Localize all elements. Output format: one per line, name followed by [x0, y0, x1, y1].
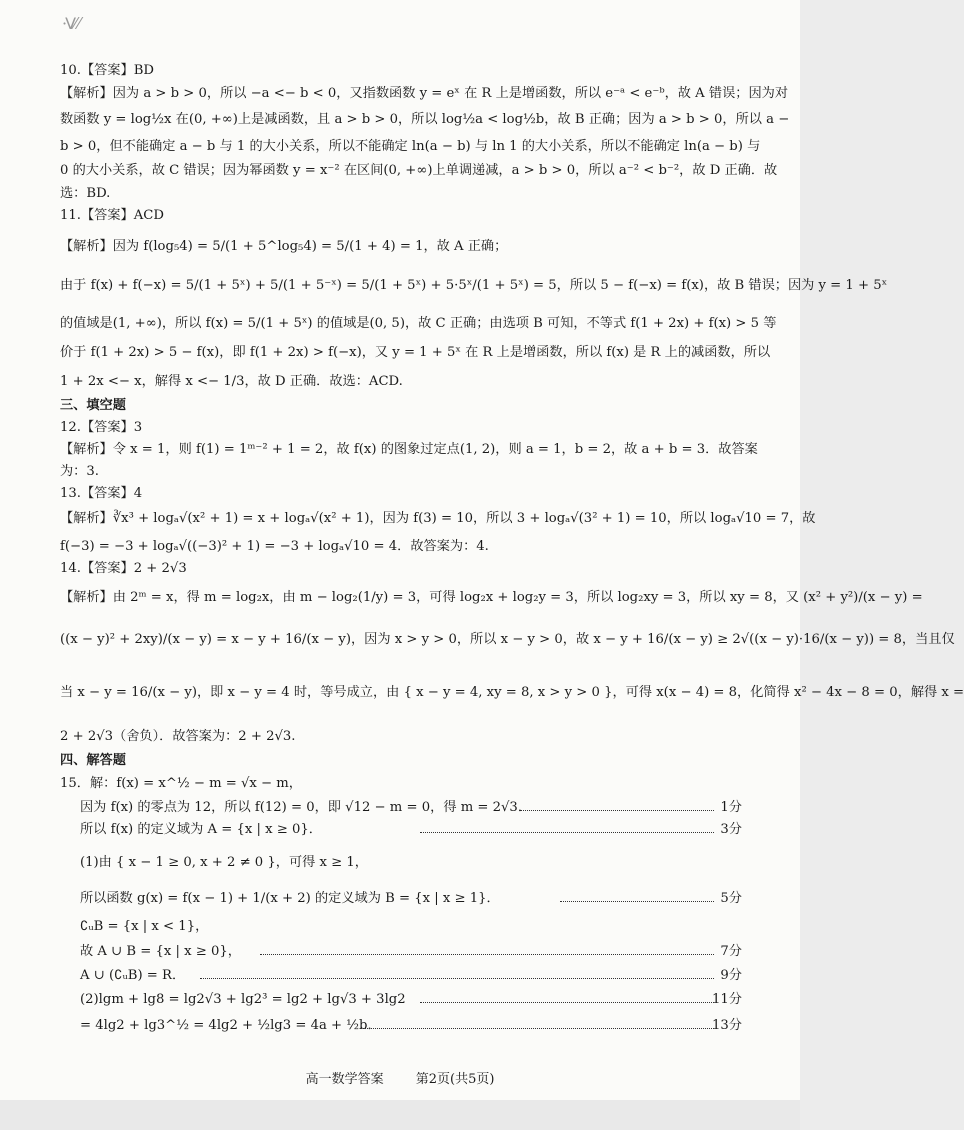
q15-line-6-text: 故 A ∪ B = {x | x ≥ 0}，	[80, 944, 241, 959]
q11-line-2: 由于 f(x) + f(−x) = 5/(1 + 5ˣ) + 5/(1 + 5⁻ˣ) = 5/(1 + 5ˣ) + 5·5ˣ/(1 + 5ˣ) = 5，所以 5 − f(−x) = f(x)，故 B 错误；因为 y = 1 + 5ˣ	[60, 278, 888, 293]
q10-answer: 10.【答案】BD	[60, 63, 154, 78]
watermark-logo	[62, 14, 98, 40]
q12-line-1: 【解析】令 x = 1，则 f(1) = 1ᵐ⁻² + 1 = 2，故 f(x) 的图象过定点(1, 2)，则 a = 1，b = 2，故 a + b = 3．故答案	[60, 442, 758, 457]
q15-score-4: 5分	[720, 891, 742, 906]
q15-line-8	[80, 990, 742, 1010]
q10-line-3: b > 0，但不能确定 a − b 与 1 的大小关系，所以不能确定 ln(a − b) 与 ln 1 的大小关系，所以不能确定 ln(a − b) 与	[60, 139, 761, 154]
q15-line-2	[80, 820, 742, 840]
q15-line-3: (1)由 { x − 1 ≥ 0, x + 2 ≠ 0 }，可得 x ≥ 1，	[80, 855, 368, 870]
q13-line-2: f(−3) = −3 + logₐ√((−3)² + 1) = −3 + logₐ√10 = 4．故答案为：4.	[60, 539, 489, 554]
q15-score-7: 9分	[720, 968, 742, 983]
q15-line-5: ∁ᵤB = {x | x < 1}，	[80, 919, 209, 934]
q10-line-1: 【解析】因为 a > b > 0，所以 −a <− b < 0，又指数函数 y = eˣ 在 R 上是增函数，所以 e⁻ᵃ < e⁻ᵇ，故 A 错误；因为对	[60, 86, 789, 101]
q15-head: 15．解：f(x) = x^½ − m = √x − m，	[60, 776, 302, 791]
q15-line-7	[80, 966, 742, 986]
q12-line-2: 为：3.	[60, 464, 99, 479]
q11-line-4: 价于 f(1 + 2x) > 5 − f(x)，即 f(1 + 2x) > f(−x)，又 y = 1 + 5ˣ 在 R 上是增函数，所以 f(x) 是 R 上的减函数，所以	[60, 345, 771, 360]
bottom-strip	[0, 1100, 800, 1130]
q15-score-1: 1分	[720, 800, 742, 815]
section-fill-in-heading: 三、填空题	[60, 398, 126, 413]
q13-answer: 13.【答案】4	[60, 486, 143, 501]
q15-score-6: 7分	[720, 944, 742, 959]
q12-answer: 12.【答案】3	[60, 420, 143, 435]
q15-line-8-text: (2)lgm + lg8 = lg2√3 + lg2³ = lg2 + lg√3 + 3lg2	[80, 992, 406, 1007]
q11-line-1: 【解析】因为 f(log₅4) = 5/(1 + 5^log₅4) = 5/(1 + 4) = 1，故 A 正确；	[60, 239, 508, 254]
q11-line-5: 1 + 2x <− x，解得 x <− 1/3，故 D 正确．故选：ACD.	[60, 374, 403, 389]
q15-score-8: 11分	[712, 992, 742, 1007]
q15-line-6	[80, 942, 742, 962]
q11-answer: 11.【答案】ACD	[60, 208, 164, 223]
watermark-mark: ·ᐯ⁄ ⁄	[62, 14, 79, 33]
q10-line-5: 选：BD.	[60, 186, 111, 201]
q14-answer: 14.【答案】2 + 2√3	[60, 561, 187, 576]
q15-line-4	[80, 889, 742, 909]
footer-subject: 高一数学答案	[305, 1072, 384, 1087]
q15-line-2-text: 所以 f(x) 的定义域为 A = {x | x ≥ 0}．	[80, 822, 322, 837]
q15-line-1	[80, 798, 742, 818]
q15-line-9-text: = 4lg2 + lg3^½ = 4lg2 + ½lg3 = 4a + ½b．	[80, 1018, 381, 1033]
q15-line-4-text: 所以函数 g(x) = f(x − 1) + 1/(x + 2) 的定义域为 B = {x | x ≥ 1}．	[80, 891, 500, 906]
q14-line-1: 【解析】由 2ᵐ = x，得 m = log₂x，由 m − log₂(1/y) = 3，可得 log₂x + log₂y = 3，所以 log₂xy = 3，所以 xy = 8，又 (x² + y²)/(x − y) =	[60, 590, 923, 605]
footer-page-number: 第2页(共5页)	[415, 1072, 495, 1087]
q14-line-3: 当 x − y = 16/(x − y)，即 x − y = 4 时，等号成立，由 { x − y = 4, xy = 8, x > y > 0 }，可得 x(x − 4) = 8，化简得 x² − 4x − 8 = 0，解得 x =	[60, 685, 964, 700]
q15-line-9	[80, 1016, 742, 1036]
q14-line-2: ((x − y)² + 2xy)/(x − y) = x − y + 16/(x − y)，因为 x > y > 0，所以 x − y > 0，故 x − y + 16/(x − y) ≥ 2√((x − y)·16/(x − y)) = 8，当且仅	[60, 632, 955, 647]
section-solution-heading: 四、解答题	[60, 753, 126, 768]
q10-line-4: 0 的大小关系，故 C 错误；因为幂函数 y = x⁻² 在区间(0, +∞)上单调递减，a > b > 0，所以 a⁻² < b⁻²，故 D 正确．故	[60, 163, 778, 178]
q15-score-9: 13分	[712, 1018, 742, 1033]
q13-line-1: 【解析】∛x³ + logₐ√(x² + 1) = x + logₐ√(x² + 1)，因为 f(3) = 10，所以 3 + logₐ√(3² + 1) = 10，所以 logₐ√10 = 7，故	[60, 511, 816, 526]
q14-line-4: 2 + 2√3（舍负）．故答案为：2 + 2√3.	[60, 729, 296, 744]
q10-line-2: 数函数 y = log½x 在(0, +∞)上是减函数，且 a > b > 0，所以 log½a < log½b，故 B 正确；因为 a > b > 0，所以 a −	[60, 112, 790, 127]
q15-score-2: 3分	[720, 822, 742, 837]
q15-line-7-text: A ∪ (∁ᵤB) = R．	[80, 968, 186, 983]
page-footer	[0, 1068, 800, 1087]
q15-line-1-text: 因为 f(x) 的零点为 12，所以 f(12) = 0，即 √12 − m = 0，得 m = 2√3．	[80, 800, 532, 815]
q11-line-3: 的值域是(1, +∞)，所以 f(x) = 5/(1 + 5ˣ) 的值域是(0, 5)，故 C 正确；由选项 B 可知，不等式 f(1 + 2x) + f(x) > 5 等	[60, 316, 777, 331]
